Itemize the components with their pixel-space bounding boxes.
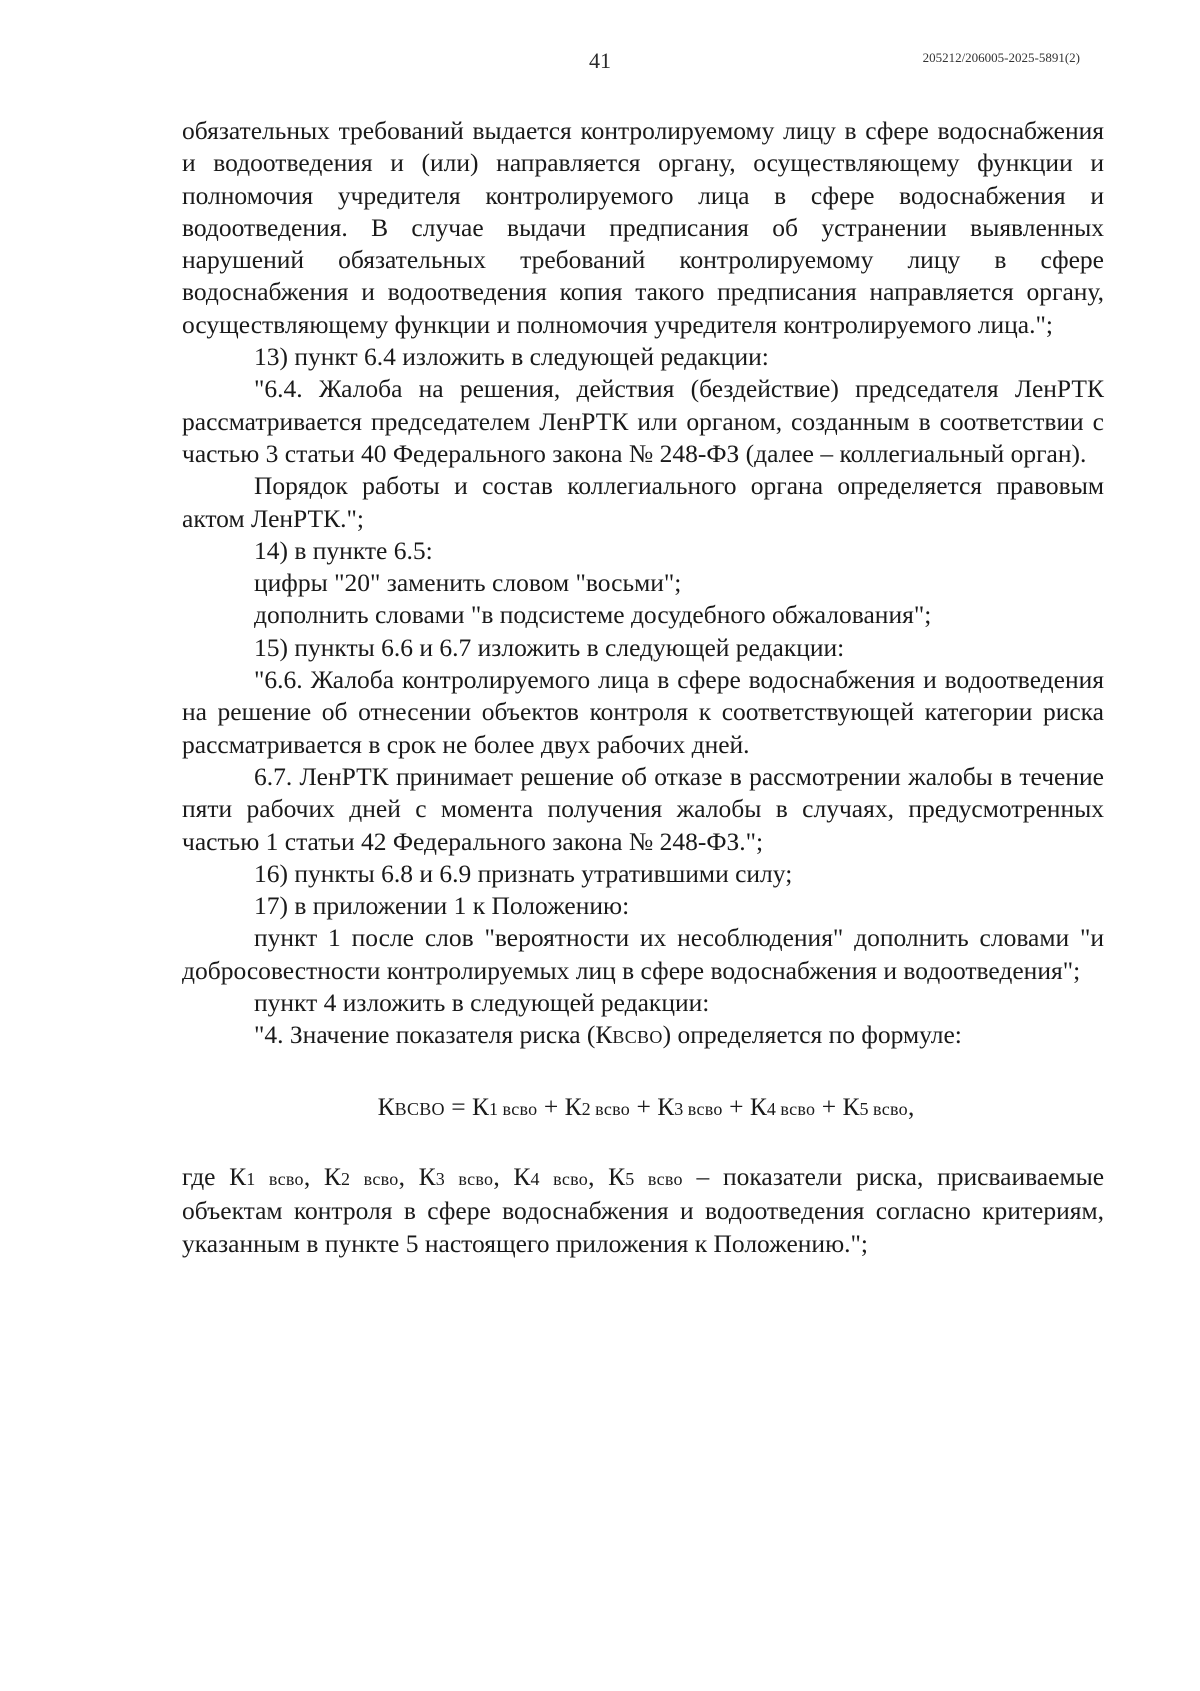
paragraph: цифры "20" заменить словом "восьми"; — [254, 568, 682, 598]
page-number: 41 — [589, 48, 611, 73]
paragraph: 14) в пункте 6.5: — [254, 535, 433, 565]
paragraph: Порядок работы и состав коллегиального органа определяется правовым актом ЛенРТК."; — [182, 471, 1104, 533]
paragraph: 15) пункты 6.6 и 6.7 изложить в следующей редакции: — [254, 632, 845, 662]
paragraph: 16) пункты 6.8 и 6.9 признать утратившими силу; — [254, 858, 793, 888]
paragraph: 17) в приложении 1 к Положению: — [254, 891, 630, 921]
paragraph-formula-legend: где К1 всво, К2 всво, К3 всво, К4 всво, К5 всво – показатели риска, присваиваемые объектам контроля в сфере водоснабжения и водоотведения согласно критериям, указанным в пункте 5 настоящего приложения к Положению."; — [182, 1161, 1105, 1258]
document-body — [182, 115, 1104, 1260]
paragraph: "6.6. Жалоба контролируемого лица в сфере водоснабжения и водоотведения на решение об отнесении объектов контроля к соответствующей категории риска рассматривается в срок не более двух рабочих дней. — [182, 665, 1104, 759]
paragraph: 13) пункт 6.4 изложить в следующей редакции: — [254, 342, 769, 372]
paragraph: 6.7. ЛенРТК принимает решение об отказе в рассмотрении жалобы в течение пяти рабочих дней с момента получения жалобы в случаях, предусмотренных частью 1 статьи 42 Федерального закона № 248-ФЗ."; — [182, 761, 1104, 856]
paragraph: пункт 4 изложить в следующей редакции: — [254, 988, 710, 1018]
paragraph: "6.4. Жалоба на решения, действия (бездействие) председателя ЛенРТК рассматривается председателем ЛенРТК или органом, созданным в соответствии с частью 3 статьи 40 Федерального закона № 248-ФЗ (далее – коллегиальный орган). — [182, 374, 1104, 468]
paragraph: обязательных требований выдается контролируемому лицу в сфере водоснабжения и водоотведения и (или) направляется органу, осуществляющему функции и полномочия учредителя контролируемого лица в сфере водоснабжения и водоотведения. В случае выдачи предписания об устранении выявленных нарушений обязательных требований контролируемому лицу в сфере водоснабжения и водоотведения копия такого предписания направляется органу, осуществляющему функции и полномочия учредителя контролируемого лица."; — [182, 116, 1104, 339]
paragraph: пункт 1 после слов "вероятности их несоблюдения" дополнить словами "и добросовестности контролируемых лиц в сфере водоснабжения и водоотведения"; — [182, 923, 1104, 985]
paragraph-formula-intro: "4. Значение показателя риска (КВСВО) определяется по формуле: — [254, 1020, 962, 1050]
paragraph: дополнить словами "в подсистеме досудебного обжалования"; — [254, 600, 932, 630]
document-code: 205212/206005-2025-5891(2) — [922, 50, 1080, 65]
risk-formula: КВСВО = К1 всво + К2 всво + К3 всво + К4 всво + К5 всво, — [377, 1091, 915, 1121]
